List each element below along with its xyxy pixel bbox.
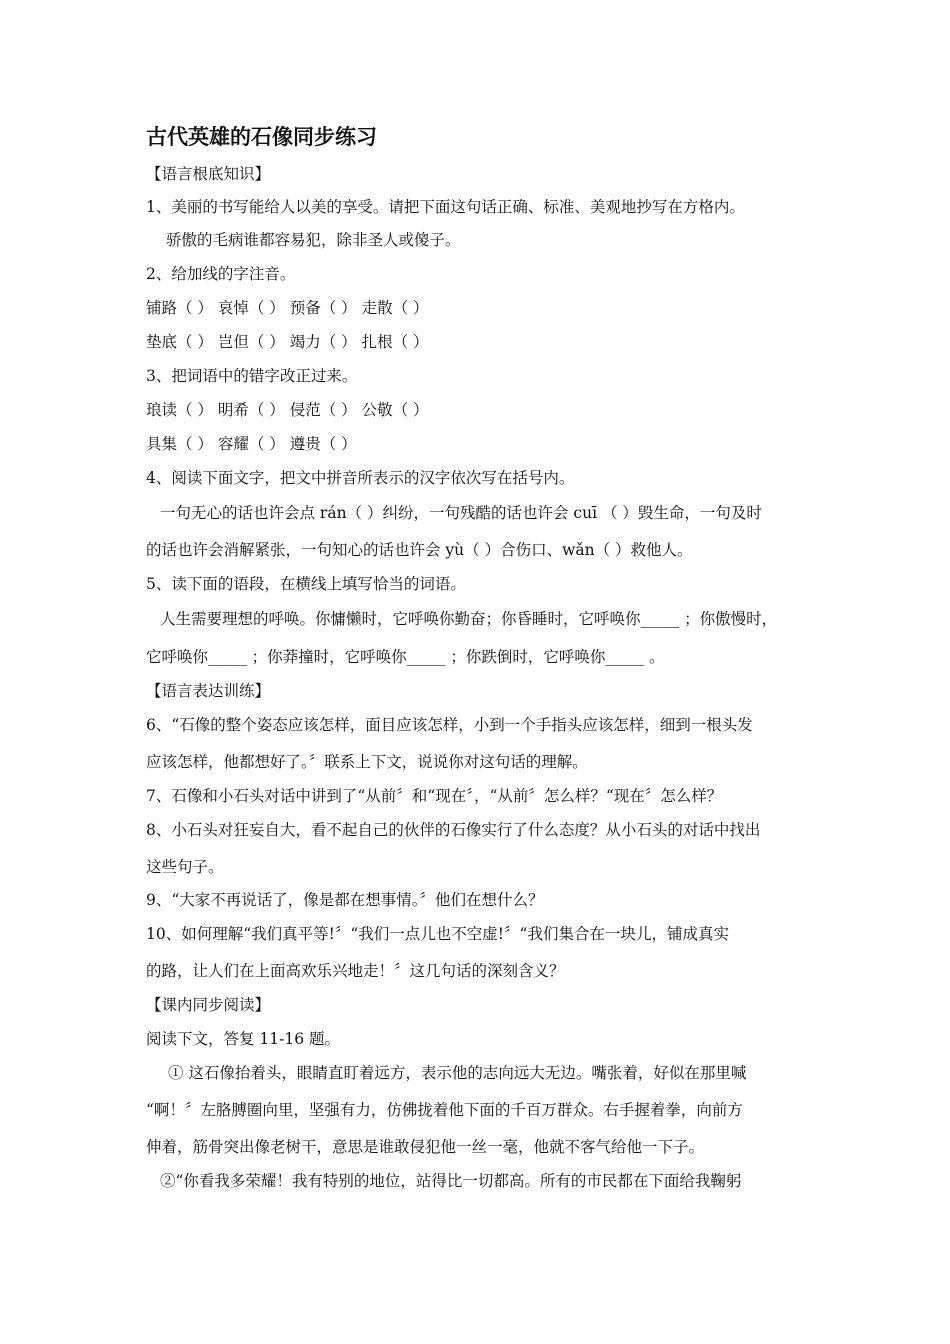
question-3-row-1: 琅读（ ） 明希（ ） 侵范（ ） 公敬（ ） — [146, 401, 429, 419]
question-2: 2、给加线的字注音。 — [146, 265, 296, 283]
section-heading-expression: 【语言表达训练】 — [146, 682, 271, 700]
reading-instruction: 阅读下文，答复 11-16 题。 — [146, 1030, 341, 1048]
section-heading-reading: 【课内同步阅读】 — [146, 996, 271, 1014]
passage-paragraph-1-line-3: 伸着，筋骨突出像老树干，意思是谁敢侵犯他一丝一毫，他就不客气给他一下子。 — [146, 1138, 705, 1156]
question-10-line-2: 的路，让人们在上面高欢乐兴地走！〞这几句话的深刻含义？ — [146, 962, 565, 980]
question-6-line-2: 应该怎样，他都想好了。〞联系上下文，说说你对这句话的理解。 — [146, 753, 588, 771]
question-4-text-line-2: 的话也许会消解紧张，一句知心的话也许会 yù（ ）合伤口、wǎn（ ）救他人。 — [146, 541, 693, 559]
document-title: 古代英雄的石像同步练习 — [146, 124, 377, 149]
question-4-text-line-1: 一句无心的话也许会点 rán（ ）纠纷，一句残酷的话也许会 cuī （ ）毁生命，一句及时 — [160, 504, 762, 522]
question-8-line-1: 8、小石头对狂妄自大，看不起自己的伙伴的石像实行了什么态度？从小石头的对话中找出 — [146, 821, 761, 839]
question-5: 5、读下面的语段，在横线上填写恰当的词语。 — [146, 575, 466, 593]
question-7: 7、石像和小石头对话中讲到了“从前〞和“现在〞，“从前〞怎么样？“现在〞怎么样？ — [146, 787, 723, 805]
question-9: 9、“大家不再说话了，像是都在想事情。〞他们在想什么？ — [146, 891, 544, 909]
question-1-sentence: 骄傲的毛病谁都容易犯，除非圣人或傻子。 — [166, 231, 461, 249]
question-5-text-line-1: 人生需要理想的呼唤。你慵懒时，它呼唤你勤奋；你昏睡时，它呼唤你_____ ；你傲慢时， — [160, 610, 778, 628]
question-8-line-2: 这些句子。 — [146, 858, 224, 876]
passage-paragraph-1-line-1: ① 这石像抬着头，眼睛直盯着远方，表示他的志向远大无边。嘴张着，好似在那里喊 — [168, 1064, 747, 1082]
question-3: 3、把词语中的错字改正过来。 — [146, 367, 358, 385]
question-5-text-line-2: 它呼唤你_____ ；你莽撞时，它呼唤你_____ ；你跌倒时，它呼唤你_____ 。 — [146, 648, 665, 666]
passage-paragraph-2-line-1: ②“你看我多荣耀！我有特别的地位，站得比一切都高。所有的市民都在下面给我鞠躬 — [160, 1172, 742, 1190]
question-10-line-1: 10、如何理解“我们真平等!〞“我们一点儿也不空虚!〞“我们集合在一块儿，铺成真实 — [146, 925, 729, 943]
question-1: 1、美丽的书写能给人以美的享受。请把下面这句话正确、标准、美观地抄写在方格内。 — [146, 198, 745, 216]
question-4: 4、阅读下面文字，把文中拼音所表示的汉字依次写在括号内。 — [146, 469, 575, 487]
question-2-row-2: 垫底（ ） 岂但（ ） 竭力（ ） 扎根（ ） — [146, 333, 429, 351]
question-6-line-1: 6、“石像的整个姿态应该怎样，面目应该怎样，小到一个手指头应该怎样，细到一根头发 — [146, 716, 753, 734]
question-3-row-2: 具集（ ） 容耀（ ） 遵贵（ ） — [146, 435, 357, 453]
section-heading-basics: 【语言根底知识】 — [146, 165, 271, 183]
passage-paragraph-1-line-2: “啊！〞左胳膊圈向里，坚强有力，仿佛拢着他下面的千百万群众。右手握着拳，向前方 — [146, 1101, 743, 1119]
question-2-row-1: 铺路（ ） 哀悼（ ） 预备（ ） 走散（ ） — [146, 299, 429, 317]
